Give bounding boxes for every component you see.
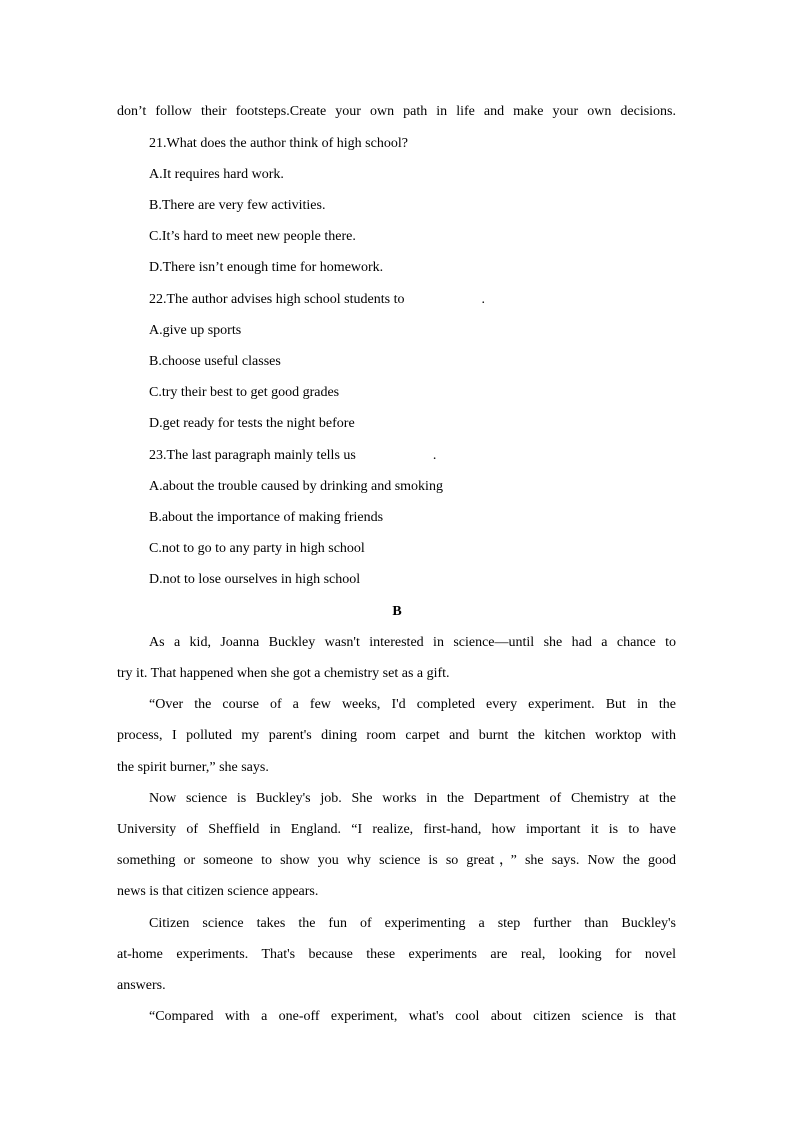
paragraph-line: something or someone to show you why science is so great，” she says. Now the good [117,853,676,868]
section-heading: B [392,604,402,619]
paragraph-line: “Compared with a one-off experiment, what's cool about citizen science is that [149,1009,676,1024]
question-22-option-a: A.give up sports [149,323,242,338]
paragraph-line: try it. That happened when she got a chemistry set as a gift. [117,666,450,681]
question-23-option-b: B.about the importance of making friends [149,510,384,525]
intro-line: don’t follow their footsteps.Create your own path in life and make your own decisions. [117,104,676,119]
question-23-option-c: C.not to go to any party in high school [149,541,365,556]
question-22-option-b: B.choose useful classes [149,354,281,369]
paragraph-line: process, I polluted my parent's dining room carpet and burnt the kitchen worktop with [117,728,676,743]
question-23-option-a: A.about the trouble caused by drinking and smoking [149,479,443,494]
paragraph-line: As a kid, Joanna Buckley wasn't interested in science—until she had a chance to [149,635,676,650]
paragraph-line: University of Sheffield in England. “I realize, first-hand, how important it is to have [117,822,676,837]
paragraph-line: news is that citizen science appears. [117,884,319,899]
question-21-option-a: A.It requires hard work. [149,167,284,182]
paragraph-line: at-home experiments. That's because these experiments are real, looking for novel [117,947,676,962]
paragraph-line: the spirit burner,” she says. [117,760,269,775]
question-23-stem-line [149,447,676,465]
question-21-option-b: B.There are very few activities. [149,198,326,213]
question-23-option-d: D.not to lose ourselves in high school [149,572,361,587]
question-22-stem-line [149,291,676,309]
question-23-end: . [432,448,437,463]
question-21-stem: 21.What does the author think of high school? [149,136,408,151]
question-22-option-c: C.try their best to get good grades [149,385,340,400]
question-21-option-d: D.There isn’t enough time for homework. [149,260,384,275]
paragraph-line: Now science is Buckley's job. She works in the Department of Chemistry at the [149,791,676,806]
paragraph-line: answers. [117,978,166,993]
question-21-option-c: C.It’s hard to meet new people there. [149,229,356,244]
paragraph-line: “Over the course of a few weeks, I'd completed every experiment. But in the [149,697,676,712]
question-23-stem: 23.The last paragraph mainly tells us [149,448,356,463]
question-22-option-d: D.get ready for tests the night before [149,416,355,431]
question-22-stem: 22.The author advises high school students to [149,292,405,307]
question-22-end: . [481,292,485,307]
paragraph-line: Citizen science takes the fun of experimenting a step further than Buckley's [149,916,676,931]
